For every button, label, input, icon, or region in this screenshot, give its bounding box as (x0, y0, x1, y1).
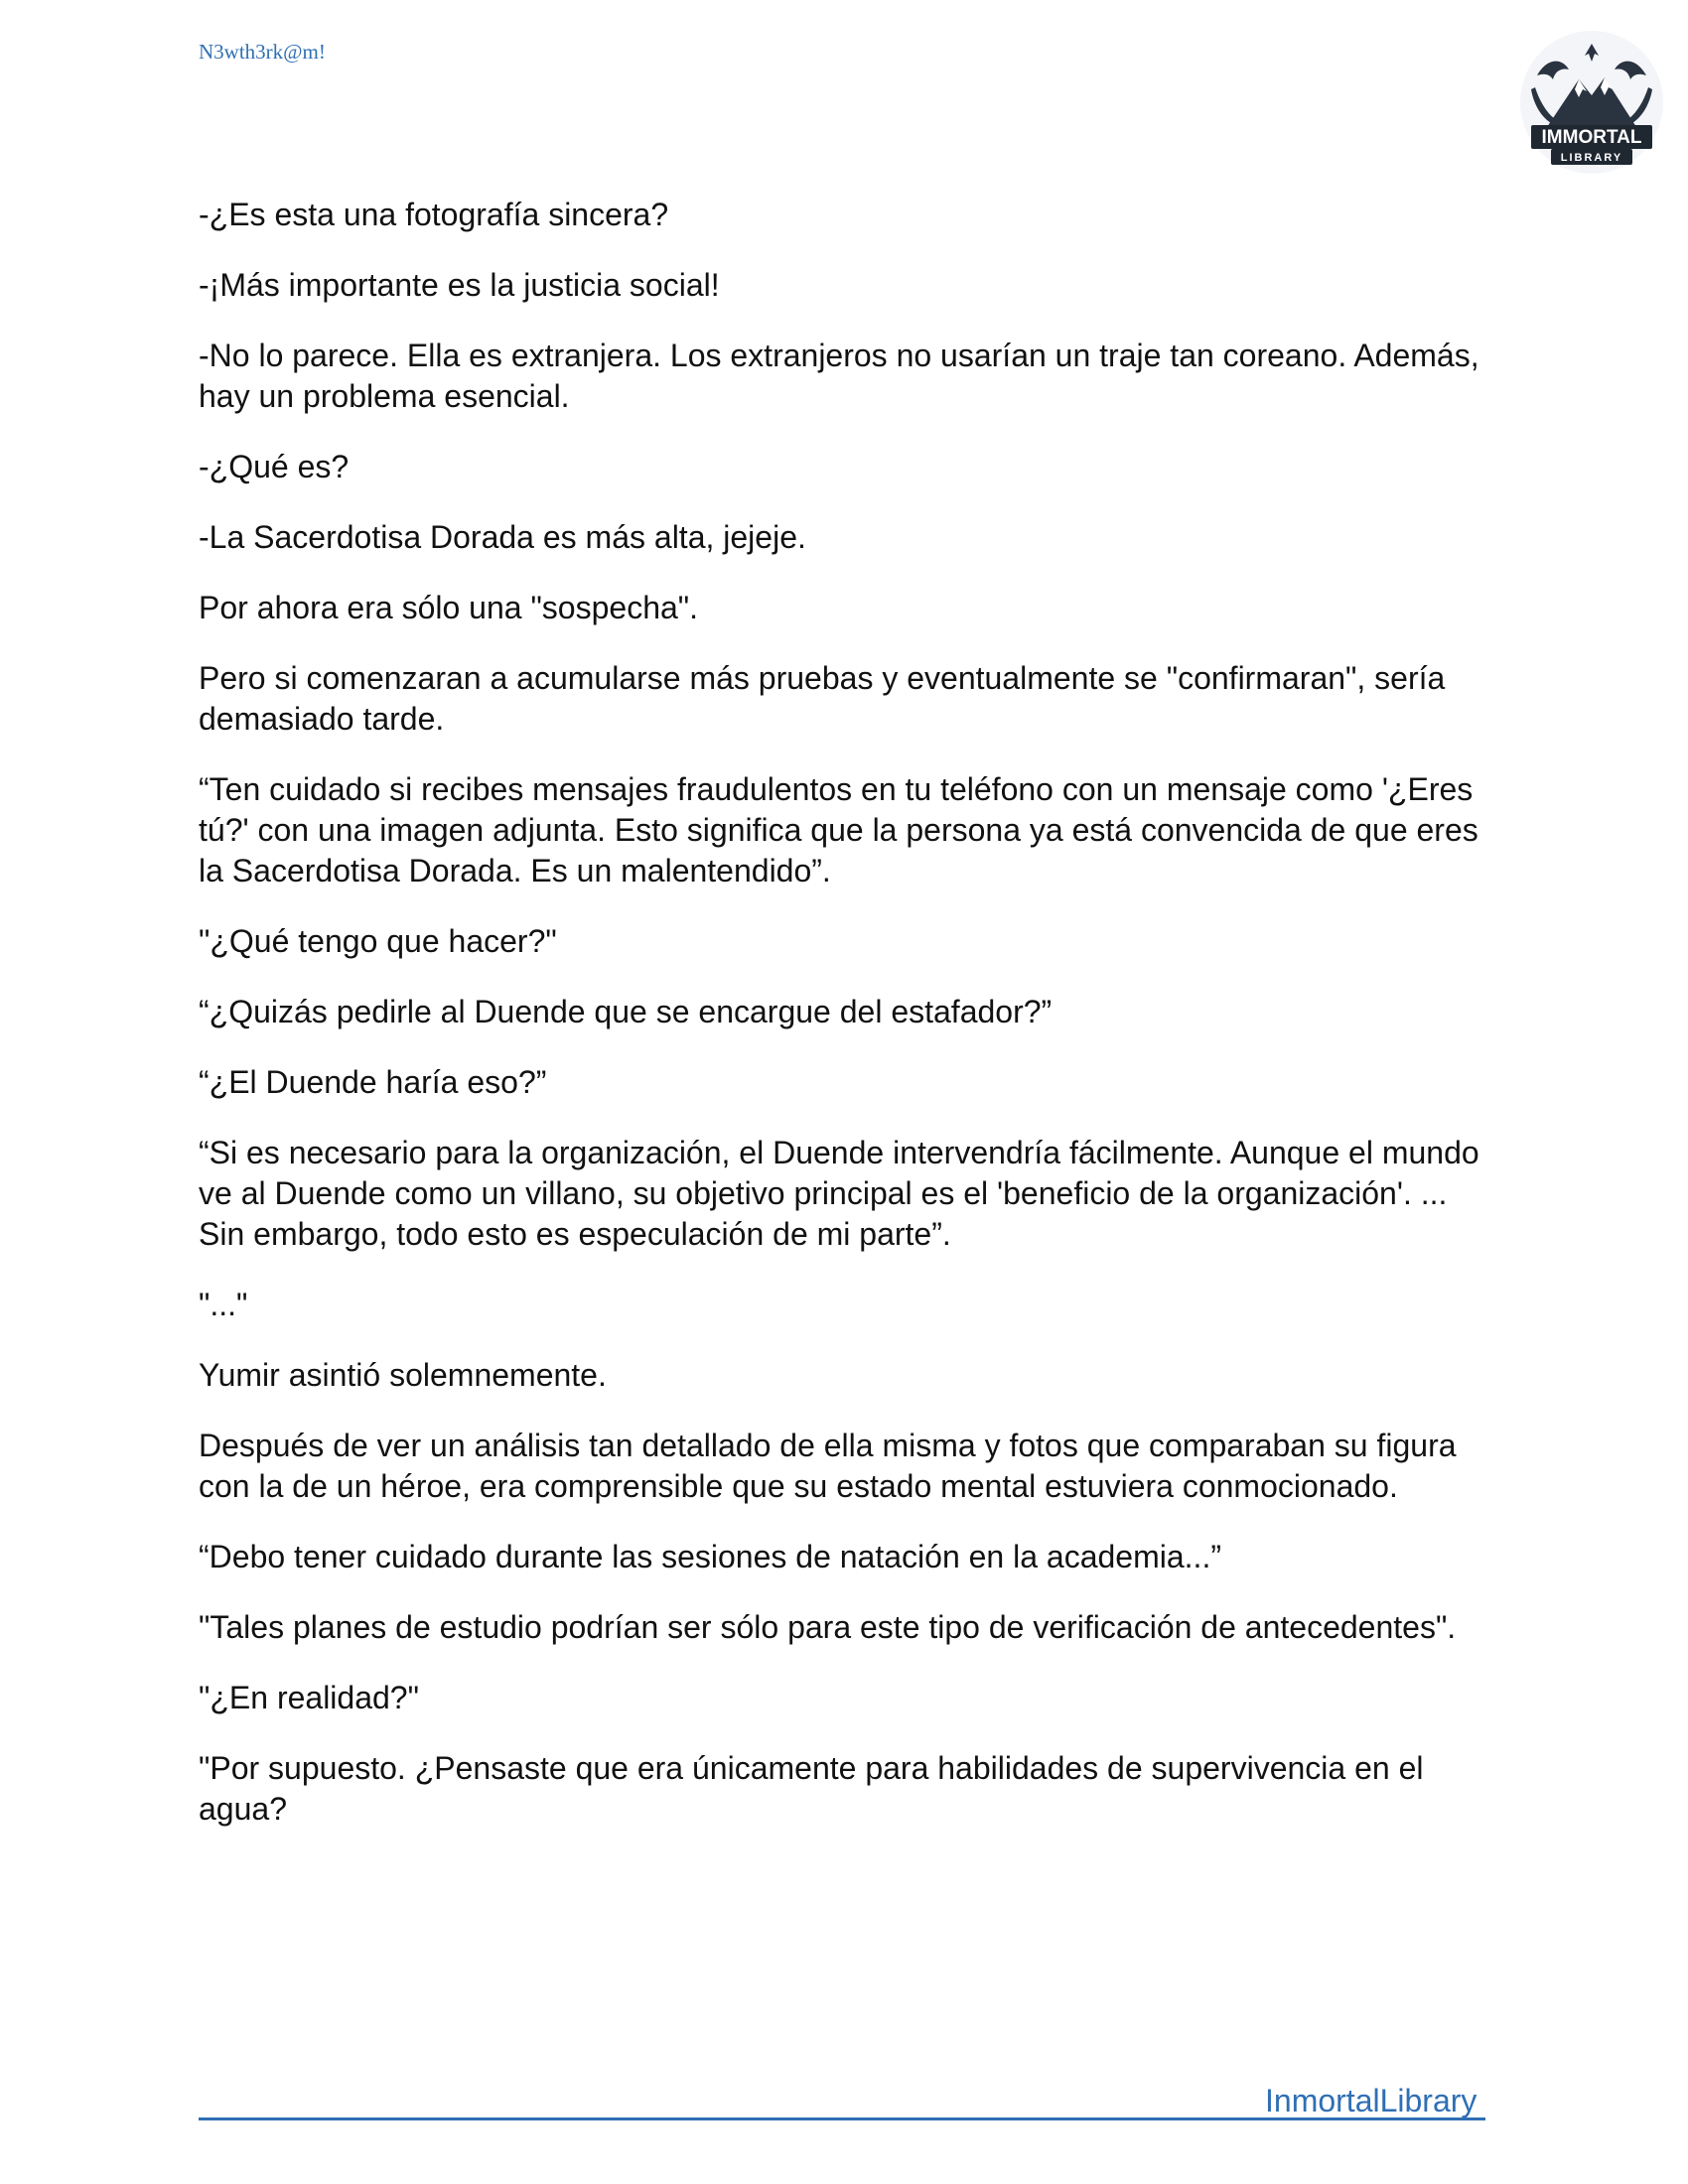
paragraph: “Debo tener cuidado durante las sesiones de natación en la academia...” (199, 1539, 1221, 1574)
paragraph: Por ahora era sólo una "sospecha". (199, 590, 699, 625)
paragraph: Yumir asintió solemnemente. (199, 1357, 607, 1393)
footer-link[interactable]: InmortalLibrary (1265, 2083, 1477, 2118)
paragraph: -La Sacerdotisa Dorada es más alta, jejeje. (199, 519, 806, 555)
paragraph: “¿Quizás pedirle al Duende que se encargue del estafador?” (199, 994, 1053, 1029)
paragraph: -No lo parece. Ella es extranjera. Los extranjeros no usarían un traje tan coreano. Además, hay un problema esencial. (199, 338, 1479, 414)
paragraph: Pero si comenzaran a acumularse más pruebas y eventualmente se "confirmaran", sería demasiado tarde. (199, 660, 1446, 737)
paragraph: "Por supuesto. ¿Pensaste que era únicamente para habilidades de supervivencia en el agua? (199, 1750, 1424, 1827)
paragraph: "Tales planes de estudio podrían ser sólo para este tipo de verificación de antecedentes". (199, 1609, 1457, 1645)
paragraph: “Ten cuidado si recibes mensajes fraudulentos en tu teléfono con un mensaje como '¿Eres tú?' con una imagen adjunta. Esto significa que la persona ya está convencida de que eres la Sacerdotisa Dorada. Es un malentendido”. (199, 771, 1478, 888)
logo-line1: IMMORTAL (1541, 127, 1642, 148)
paragraph: -¿Qué es? (199, 449, 350, 484)
document-body (199, 195, 1499, 1859)
watermark-text: N3wth3rk@m! (199, 40, 326, 64)
paragraph: “¿El Duende haría eso?” (199, 1064, 547, 1100)
paragraph: -¿Es esta una fotografía sincera? (199, 197, 669, 232)
paragraph: "¿Qué tengo que hacer?" (199, 923, 557, 959)
paragraph: "¿En realidad?" (199, 1680, 419, 1715)
logo-line2: LIBRARY (1560, 152, 1623, 164)
paragraph: “Si es necesario para la organización, el Duende intervendría fácilmente. Aunque el mundo ve al Duende como un villano, su objetivo principal es el 'beneficio de la organización'. ... Sin embargo, todo esto es especulación de mi parte”. (199, 1135, 1479, 1252)
paragraph: Después de ver un análisis tan detallado de ella misma y fotos que comparaban su figura con la de un héroe, era comprensible que su estado mental estuviera conmocionado. (199, 1428, 1457, 1504)
paragraph: "..." (199, 1287, 248, 1322)
footer-rule (199, 2117, 1485, 2120)
paragraph: -¡Más importante es la justicia social! (199, 267, 720, 303)
immortal-library-logo (1517, 28, 1666, 177)
